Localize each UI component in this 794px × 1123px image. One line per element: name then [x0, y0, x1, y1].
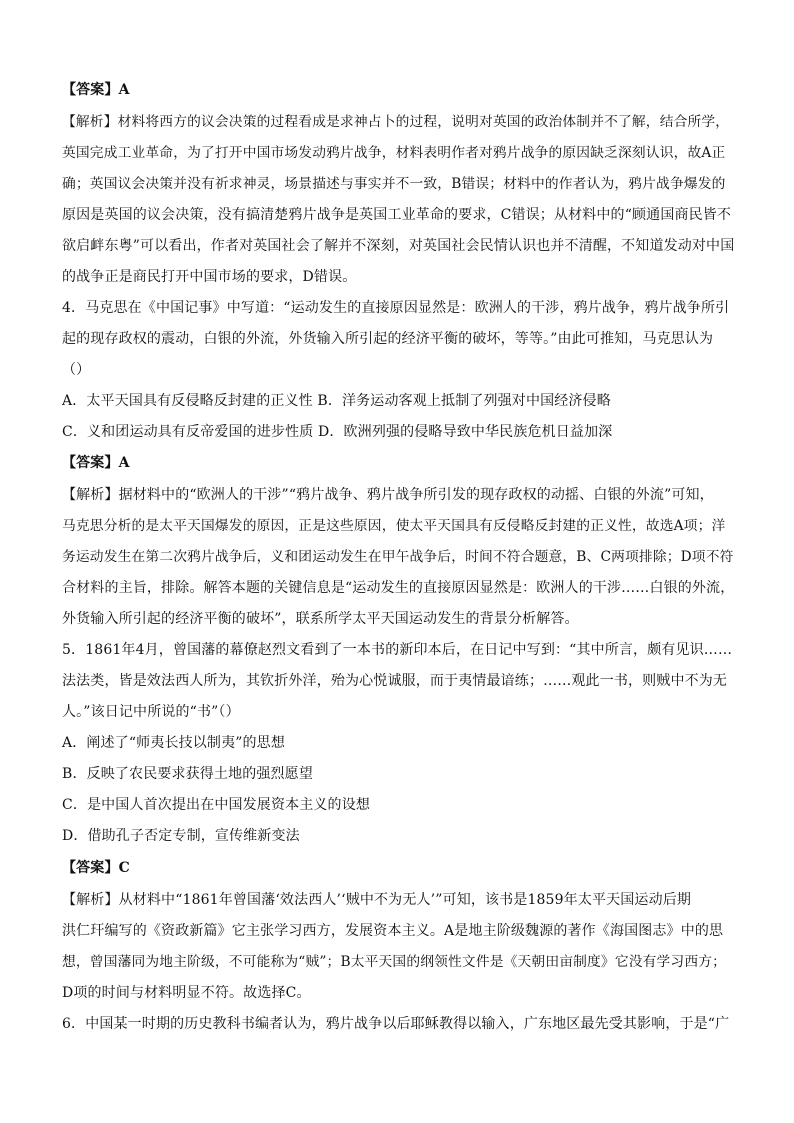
question-4-options-cd: C．义和团运动具有反帝爱国的进步性质 D．欧洲列强的侵略导致中华民族危机日益加深 — [62, 424, 613, 440]
question-4-options-ab: A．太平天国具有反侵略反封建的正义性 B．洋务运动客观上抵制了列强对中国经济侵略 — [62, 393, 611, 409]
question-5-option-b: B．反映了农民要求获得土地的强烈愿望 — [62, 766, 313, 782]
analysis-line: 合材料的主旨，排除。解答本题的关键信息是“运动发生的直接原因显然是：欧洲人的干涉……白银的外流， — [62, 580, 735, 596]
question-4-stem: （） — [62, 362, 91, 378]
answer-label-q4: 【答案】A — [62, 455, 130, 471]
question-5-stem: 人。”该日记中所说的“书”（） — [62, 704, 240, 720]
question-5-option-c: C．是中国人首次提出在中国发展资本主义的设想 — [62, 797, 371, 813]
analysis-line: 【解析】据材料中的“欧洲人的干涉”“鸦片战争、鸦片战争所引发的现存政权的动摇、白银的外流”可知， — [62, 487, 714, 503]
question-5-stem: 5．1861年4月，曾国藩的幕僚赵烈文看到了一本书的新印本后，在日记中写到：“其中所言，颇有见识…… — [62, 642, 733, 658]
analysis-line: 洪仁玕编写的《资政新篇》它主张学习西方，发展资本主义。A是地主阶级魏源的著作《海国图志》中的思 — [62, 923, 724, 939]
question-5-option-a: A．阐述了“师夷长技以制夷”的思想 — [62, 735, 285, 751]
question-4-stem: 起的现存政权的震动，白银的外流，外货输入所引起的经济平衡的破坏，等等。”由此可推知，马克思认为 — [62, 331, 714, 347]
analysis-line: 想，曾国藩同为地主阶级，不可能称为“贼”；B太平天国的纲领性文件是《天朝田亩制度》它没有学习西方； — [62, 954, 727, 970]
analysis-line: 马克思分析的是太平天国爆发的原因，正是这些原因，使太平天国具有反侵略反封建的正义性，故选A项；洋 — [62, 518, 726, 534]
analysis-line: 务运动发生在第二次鸦片战争后，义和团运动发生在甲午战争后，时间不符合题意，B、C两项排除；D项不符 — [62, 549, 734, 565]
question-5-option-d: D．借助孔子否定专制，宣传维新变法 — [62, 828, 300, 844]
analysis-line: 【解析】材料将西方的议会决策的过程看成是求神占卜的过程，说明对英国的政治体制并不了解，结合所学， — [62, 114, 730, 130]
analysis-line: 原因是英国的议会决策，没有搞清楚鸦片战争是英国工业革命的要求，C错误；从材料中的“顾通国商民皆不 — [62, 207, 732, 223]
answer-label-q5: 【答案】C — [62, 860, 130, 876]
analysis-line: 【解析】从材料中“1861年曾国藩‘效法西人’‘贼中不为无人’”可知，该书是1859年太平天国运动后期 — [62, 892, 692, 908]
analysis-line: 确；英国议会决策并没有祈求神灵，场景描述与事实并不一致，B错误；材料中的作者认为，鸦片战争爆发的 — [62, 176, 726, 192]
analysis-line: D项的时间与材料明显不符。故选择C。 — [62, 985, 311, 1001]
analysis-line: 英国完成工业革命，为了打开中国市场发动鸦片战争，材料表明作者对鸦片战争的原因缺乏深刻认识，故A正 — [62, 145, 726, 161]
question-4-stem: 4．马克思在《中国记事》中写道：“运动发生的直接原因显然是：欧洲人的干涉，鸦片战争，鸦片战争所引 — [62, 300, 730, 316]
question-5-stem: 法法类，皆是效法西人所为，其钦折外洋，殆为心悦诚服，而于夷情最谙练；……观此一书，则贼中不为无 — [62, 673, 728, 689]
answer-label-q3: 【答案】A — [62, 82, 130, 98]
analysis-line: 欲启衅东粤”可以看出，作者对英国社会了解并不深刻，对英国社会民情认识也并不清醒，不知道发动对中国 — [62, 238, 735, 254]
question-6-stem: 6．中国某一时期的历史教科书编者认为，鸦片战争以后耶稣教得以输入，广东地区最先受其影响，于是“广 — [62, 1016, 730, 1032]
analysis-line: 外货输入所引起的经济平衡的破坏”，联系所学太平天国运动发生的背景分析解答。 — [62, 611, 579, 627]
analysis-line: 的战争正是商民打开中国市场的要求，D错误。 — [62, 269, 357, 285]
